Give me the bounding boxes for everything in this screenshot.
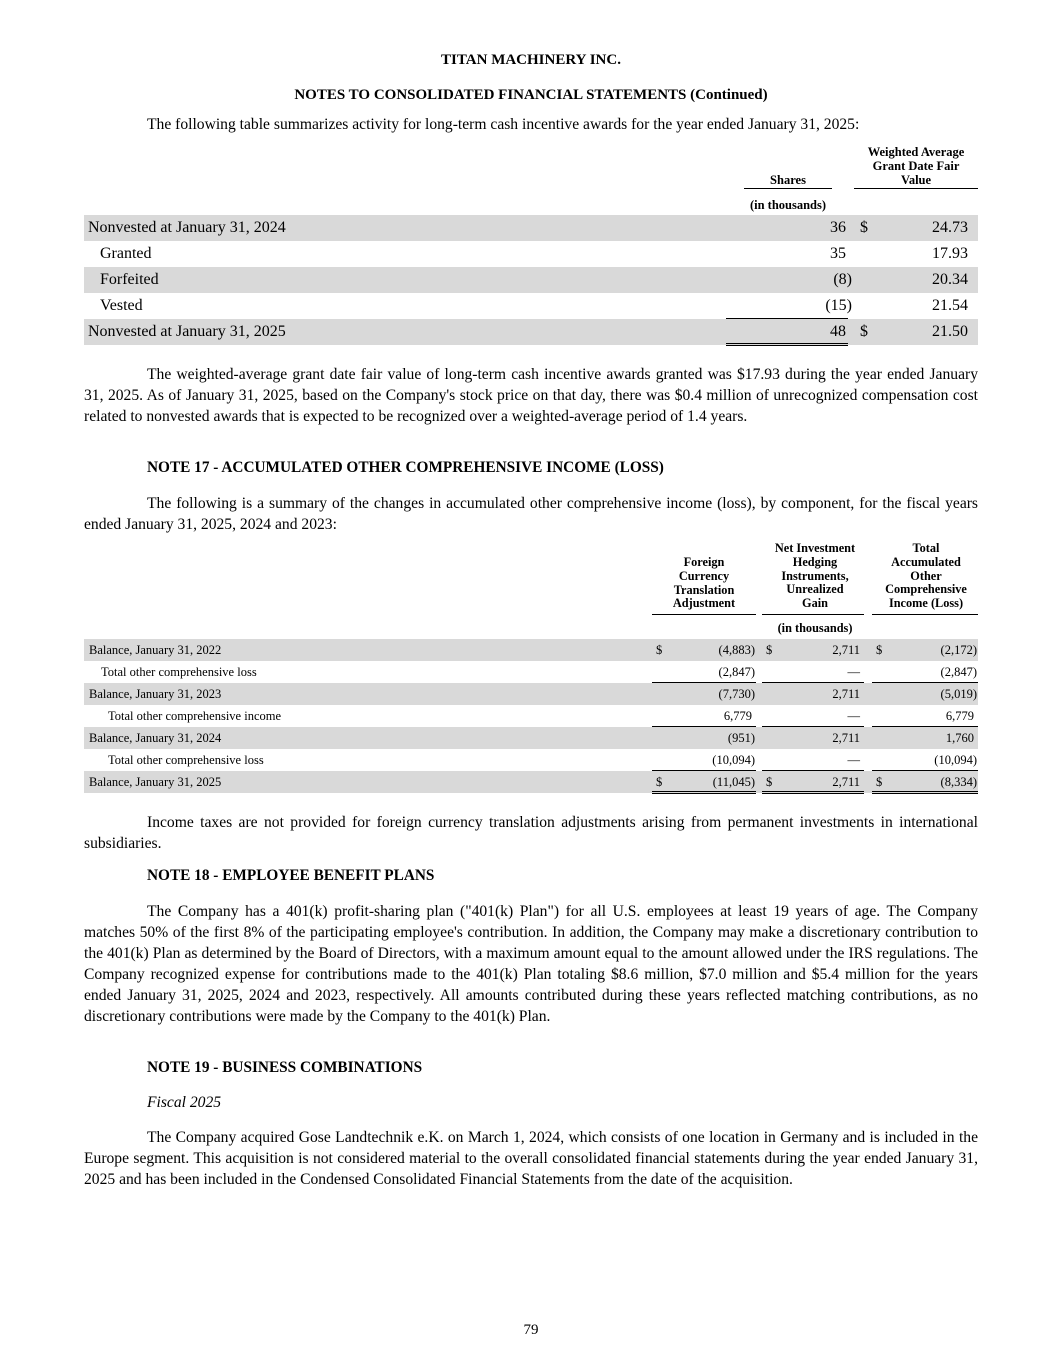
note17-intro: The following is a summary of the changes in accumulated other comprehensive income (loss), by component, for the fiscal years ended January 31, 2025, 2024 and 2023: [84, 495, 978, 533]
table-row [84, 727, 978, 749]
shares-value: 48 [830, 323, 846, 340]
fx-value: 6,779 [723, 709, 752, 723]
fair-value: 24.73 [932, 219, 968, 236]
hedging-value: 2,711 [832, 643, 860, 657]
col-header-line: Other [910, 568, 942, 583]
row-label: Nonvested at January 31, 2024 [88, 219, 286, 236]
note17-heading: NOTE 17 - ACCUMULATED OTHER COMPREHENSIVE INCOME (LOSS) [147, 459, 664, 476]
row-label: Total other comprehensive loss [108, 753, 264, 767]
col-header-line: Foreign [683, 555, 725, 569]
table-row [84, 267, 978, 293]
dollar-sign: $ [860, 323, 868, 340]
table-row [84, 661, 978, 683]
hedging-value: — [847, 753, 860, 767]
row-label: Balance, January 31, 2022 [89, 643, 222, 657]
fx-value: (951) [727, 731, 755, 745]
page-number: 79 [523, 1322, 539, 1338]
row-label: Granted [100, 245, 152, 262]
col-header-weighted-average [854, 145, 978, 187]
col-header-line: Value [900, 173, 932, 187]
fair-value: 20.34 [932, 271, 968, 288]
table-row [84, 749, 978, 771]
table-row [84, 771, 978, 793]
col-header-shares: Shares [770, 173, 806, 187]
total-value: 1,760 [945, 731, 974, 745]
hedging-value: 2,711 [832, 775, 860, 789]
col-header-foreign-currency [656, 556, 752, 611]
col-header-line: Unrealized [786, 582, 844, 597]
hedging-value: — [847, 709, 860, 723]
fair-value-paragraph: The weighted-average grant date fair value of long-term cash incentive awards granted was $17.93 during the year ended January 31, 2025. As of January 31, 2025, based on the Company's stock price on that day, there was $0.4 million of unrecognized compensation cost related to nonvested awards that is expected to be recognized over a weighted-average period of 1.4 years. [84, 366, 978, 425]
col-header-total-aoci [874, 542, 978, 611]
table-row [84, 319, 978, 345]
note18-heading: NOTE 18 - EMPLOYEE BENEFIT PLANS [147, 867, 435, 884]
col-header-line: Currency [678, 568, 730, 583]
table-row [84, 293, 978, 319]
shares-value: (8) [833, 271, 852, 288]
fair-value: 21.54 [932, 297, 968, 314]
table-row [84, 705, 978, 727]
double-rule [872, 791, 978, 794]
col-header-line: Instruments, [781, 568, 849, 583]
col-header-line: Income (Loss) [888, 596, 964, 611]
dollar-sign: $ [656, 643, 663, 657]
col-header-line: Adjustment [672, 596, 736, 611]
dollar-sign: $ [876, 643, 883, 657]
row-label: Total other comprehensive loss [101, 665, 257, 679]
total-value: (8,334) [940, 775, 977, 789]
hedging-value: — [847, 665, 860, 679]
row-label: Balance, January 31, 2025 [89, 775, 222, 789]
col-header-line: Weighted Average [867, 145, 965, 159]
col-header-line: Grant Date Fair [872, 159, 960, 173]
fx-value: (10,094) [712, 753, 755, 767]
col-header-line: Comprehensive [885, 582, 967, 597]
col-header-line: Accumulated [891, 554, 961, 569]
double-rule [652, 791, 756, 794]
note19-body: The Company acquired Gose Landtechnik e.K. on March 1, 2024, which consists of one location in Germany and is included in the Europe segment. This acquisition is not considered material to the overall consolidated financial statements during the year ended January 31, 2025 and has been included in the Condensed Consolidated Financial Statements from the date of the acquisition. [84, 1129, 978, 1188]
dollar-sign: $ [876, 775, 883, 789]
fair-value: 21.50 [932, 323, 968, 340]
total-value: (2,847) [940, 665, 977, 679]
col-header-rule [762, 614, 864, 615]
units-label: (in thousands) [749, 198, 827, 212]
col-header-rule [872, 614, 978, 615]
double-rule [762, 791, 864, 794]
table1-intro: The following table summarizes activity for long-term cash incentive awards for the year ended January 31, 2025: [147, 116, 860, 133]
shares-value: 35 [830, 245, 846, 262]
total-value: 6,779 [945, 709, 974, 723]
units-label: (in thousands) [777, 621, 853, 635]
dollar-sign: $ [766, 775, 773, 789]
col-header-line: Hedging [792, 554, 838, 569]
note19-heading: NOTE 19 - BUSINESS COMBINATIONS [147, 1059, 423, 1076]
hedging-value: 2,711 [832, 731, 860, 745]
fair-value: 17.93 [932, 245, 968, 262]
col-header-line: Translation [673, 582, 735, 597]
col-header-rule [744, 188, 832, 189]
row-label: Balance, January 31, 2023 [89, 687, 222, 701]
note19-subheading: Fiscal 2025 [147, 1094, 222, 1111]
dollar-sign: $ [860, 219, 868, 236]
col-header-net-investment [762, 542, 868, 611]
total-value: (5,019) [940, 687, 977, 701]
company-name: TITAN MACHINERY INC. [441, 52, 621, 68]
fx-value: (7,730) [718, 687, 755, 701]
col-header-rule [652, 614, 756, 615]
table-row [84, 241, 978, 267]
shares-value: (15) [825, 297, 852, 314]
total-value: (2,172) [940, 643, 977, 657]
row-label: Nonvested at January 31, 2025 [88, 323, 286, 340]
fx-value: (4,883) [718, 643, 755, 657]
table-row [84, 215, 978, 241]
total-value: (10,094) [934, 753, 977, 767]
fx-value: (11,045) [712, 775, 755, 789]
shares-value: 36 [830, 219, 846, 236]
hedging-value: 2,711 [832, 687, 860, 701]
dollar-sign: $ [766, 643, 773, 657]
col-header-rule [854, 188, 978, 189]
dollar-sign: $ [656, 775, 663, 789]
notes-title: NOTES TO CONSOLIDATED FINANCIAL STATEMENTS (Continued) [294, 87, 768, 103]
col-header-line: Total [912, 541, 940, 555]
col-header-line: Net Investment [774, 541, 856, 555]
table-row [84, 639, 978, 661]
row-label: Total other comprehensive income [108, 709, 282, 723]
row-label: Forfeited [100, 271, 159, 288]
col-header-line: Gain [802, 596, 828, 611]
note18-body: The Company has a 401(k) profit-sharing plan ("401(k) Plan") for all U.S. employees at least 19 years of age. The Company matches 50% of the first 8% of the participating employee's contribution. In addition, the Company may make a discretionary contribution to the 401(k) Plan as determined by the Board of Directors, with a maximum amount equal to the amount allowed under the IRS regulations. The Company recognized expense for contributions made to the 401(k) Plan totaling $8.6 million, $7.0 million and $5.4 million for the years ended January 31, 2025, 2024 and 2023, respectively. All amounts contributed during these years reflected matching contributions, as no discretionary contributions were made by the Company to the 401(k) Plan. [84, 903, 978, 1025]
income-taxes-paragraph: Income taxes are not provided for foreign currency translation adjustments arising from permanent investments in international subsidiaries. [84, 814, 978, 852]
double-rule [726, 343, 848, 346]
fx-value: (2,847) [718, 665, 755, 679]
row-label: Balance, January 31, 2024 [89, 731, 222, 745]
table-row [84, 683, 978, 705]
row-label: Vested [100, 297, 143, 314]
